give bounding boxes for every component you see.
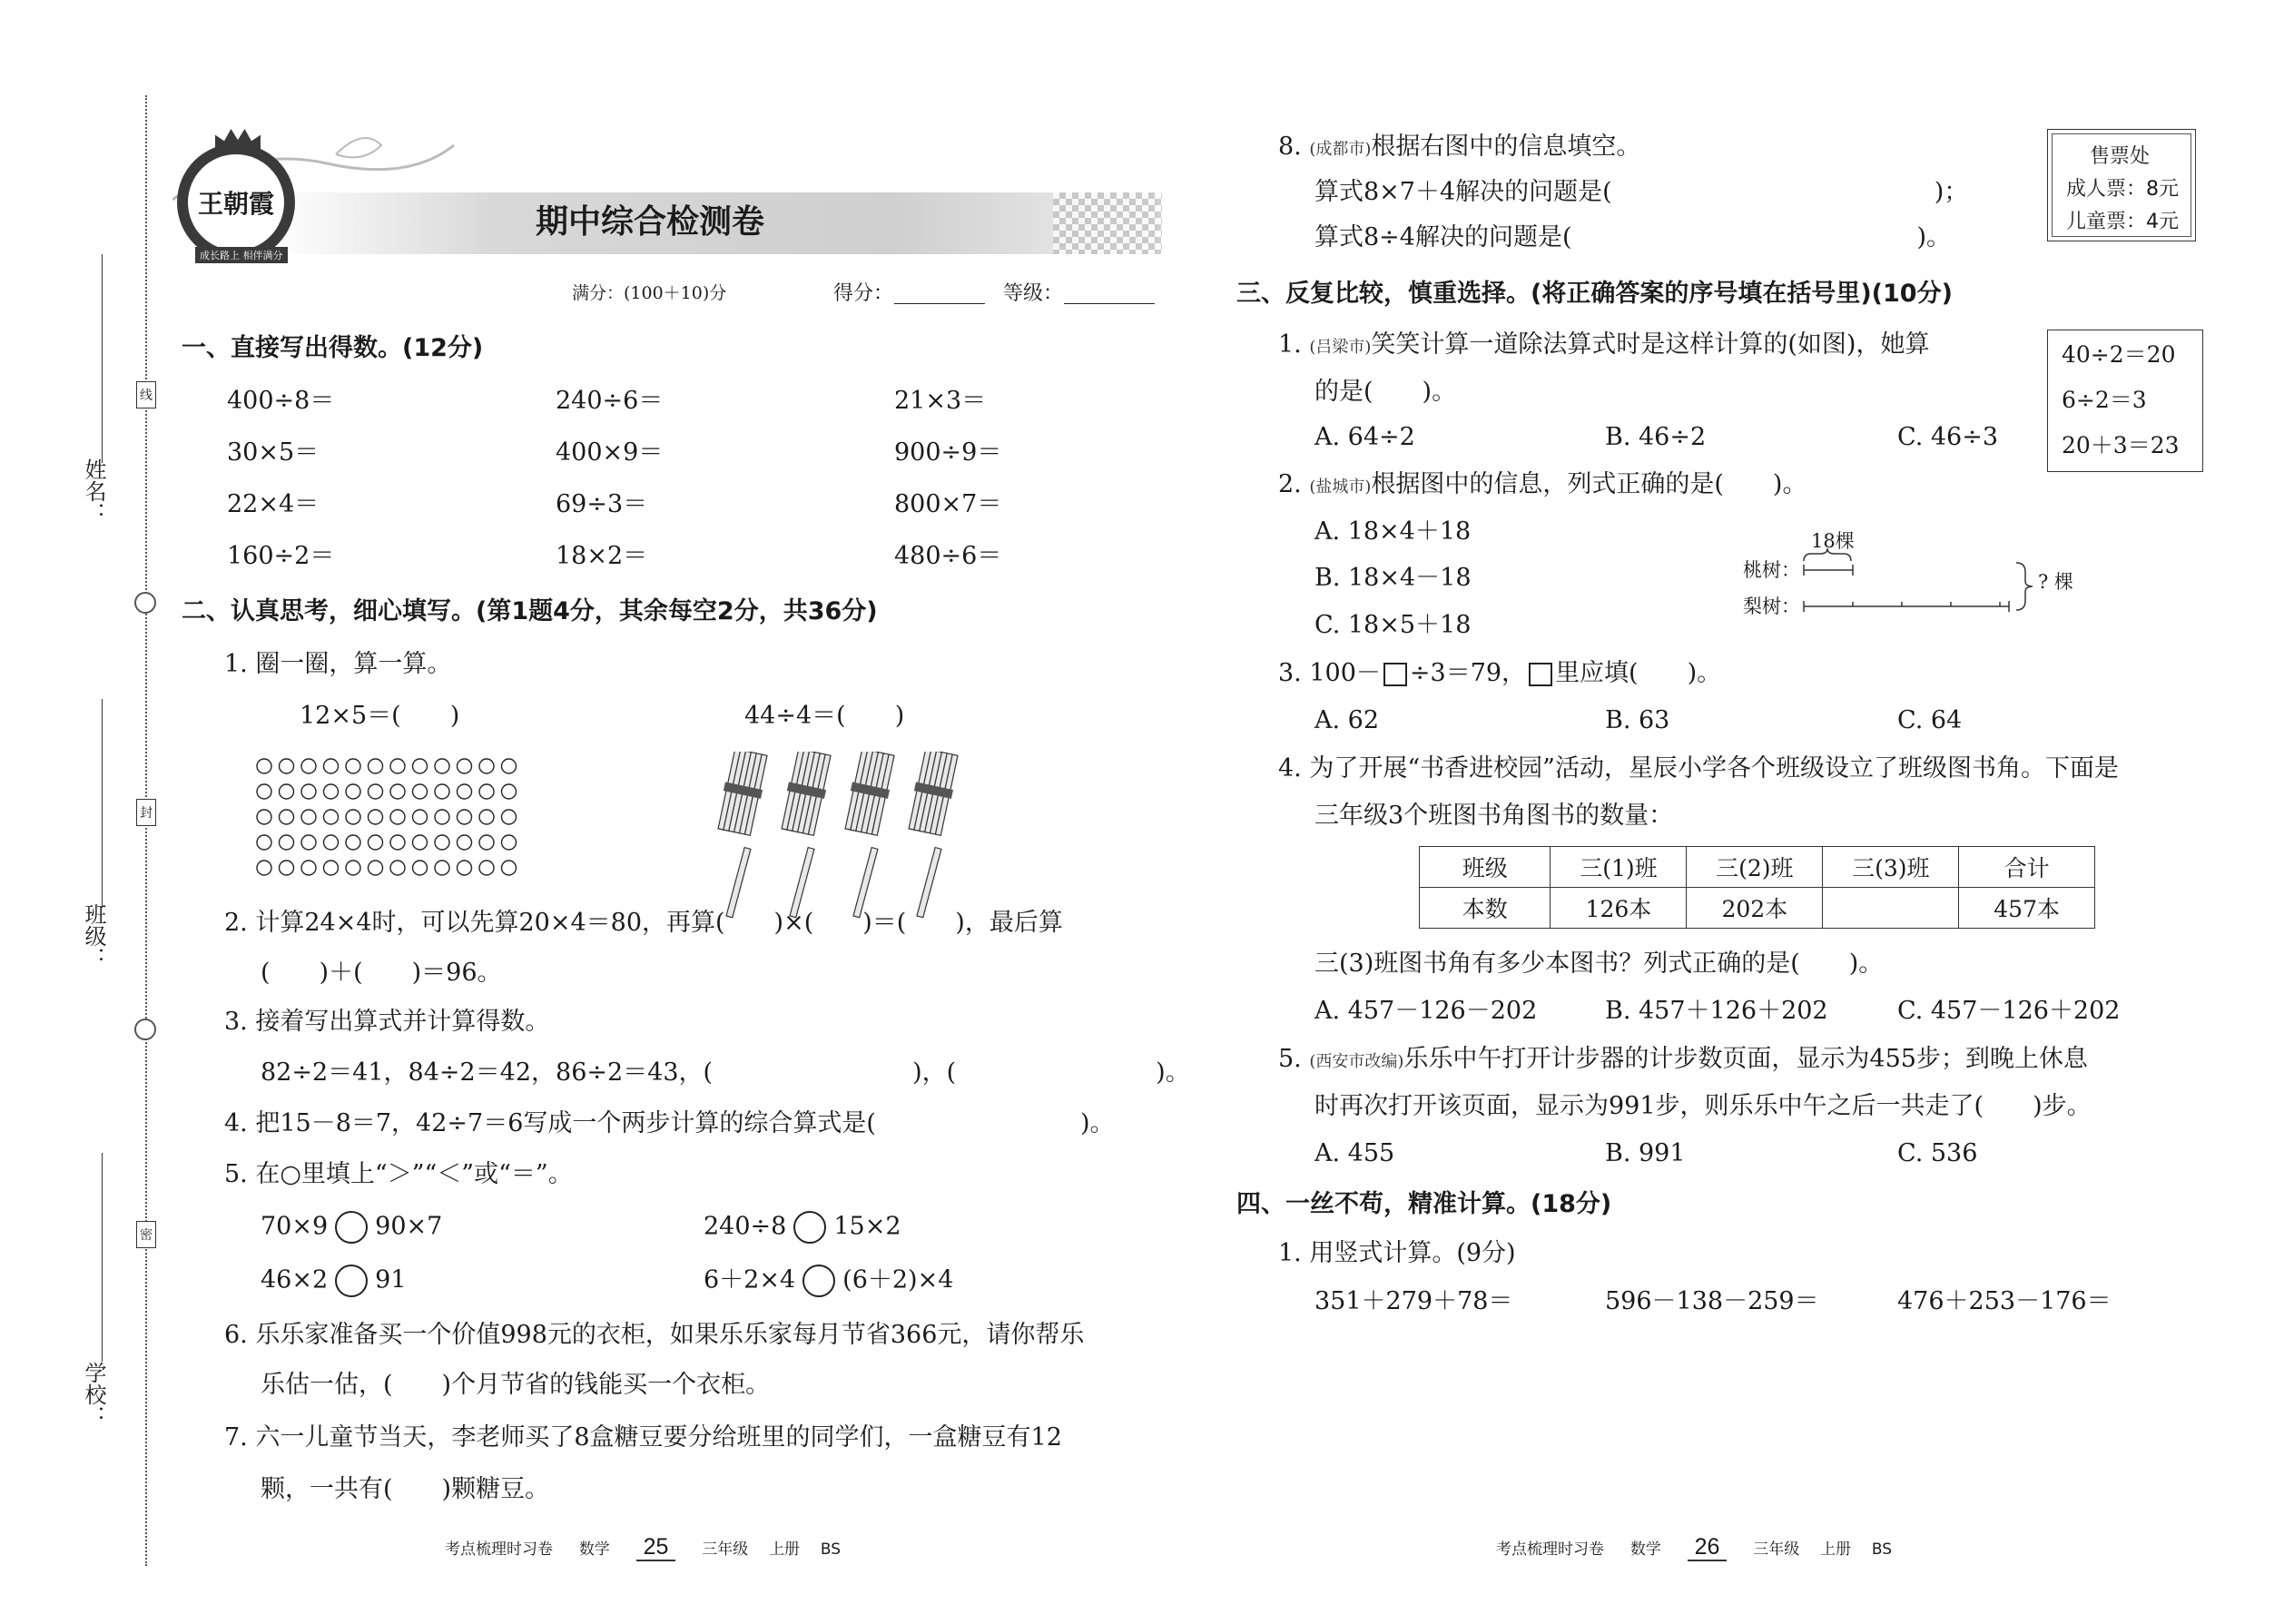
small-circle	[390, 810, 405, 824]
small-circle	[413, 784, 428, 799]
stick-bundle	[779, 752, 833, 836]
calc-step: 40÷2＝20	[2062, 341, 2176, 368]
s3-q1-option-c[interactable]: C. 46÷3	[1897, 423, 1999, 451]
binding-ring-1	[134, 592, 156, 614]
score-label: 得分：	[833, 282, 894, 305]
section-2-title: 二、认真思考，细心填写。(第1题4分，其余每空2分，共36分)	[182, 597, 878, 625]
footer-grade: 三年级	[1753, 1540, 1800, 1559]
small-circle	[280, 810, 294, 824]
binding-tag-line: 线	[136, 381, 156, 408]
s4-q1-expr-3[interactable]: 476＋253－176＝	[1897, 1287, 2112, 1315]
small-circle	[301, 784, 316, 799]
s1-item[interactable]: 18×2＝	[556, 542, 648, 570]
ticket-child: 儿童票：4元	[2066, 211, 2179, 233]
s3-q2-option-c[interactable]: C. 18×5＋18	[1314, 611, 1472, 639]
s3-q4-line2: 三年级3个班图书角图书的数量：	[1314, 802, 1674, 830]
small-circle	[435, 759, 449, 773]
table-cell: 班级	[1420, 847, 1551, 888]
table-cell: 本数	[1420, 888, 1551, 929]
s3-q5-line2[interactable]: 时再次打开该页面，显示为991步，则乐乐中午之后一共走了( )步。	[1314, 1092, 2092, 1120]
s2-q2-line2[interactable]: ( )＋( )＝96。	[261, 959, 502, 987]
small-circle	[502, 810, 517, 824]
s3-q5-line1: 5. (西安市改编)乐乐中午打开计步器的计步数页面，显示为455步；到晚上休息	[1278, 1045, 2088, 1073]
class-label: 班级：	[81, 903, 106, 969]
s1-item[interactable]: 22×4＝	[227, 490, 320, 518]
small-circle	[280, 835, 294, 850]
compare-right: 15×2	[833, 1212, 901, 1241]
checker-decoration	[1053, 192, 1162, 254]
binding-ring-2	[134, 1019, 156, 1040]
small-circle	[413, 759, 428, 773]
s4-q1-expr-1[interactable]: 351＋279＋78＝	[1314, 1287, 1513, 1315]
small-circle	[369, 835, 383, 850]
s2-q5-compare-2[interactable]	[704, 1211, 901, 1244]
small-circle	[280, 861, 294, 875]
stick-bundle	[715, 752, 770, 836]
name-field-line[interactable]	[102, 254, 103, 463]
small-circle	[458, 759, 472, 773]
section-1-title: 一、直接写出得数。(12分)	[182, 334, 484, 362]
s2-q1-eq2[interactable]: 44÷4＝( )	[744, 702, 905, 730]
region-tag: (西安市改编)	[1309, 1052, 1404, 1071]
calc-step: 20＋3＝23	[2062, 432, 2180, 458]
small-circle	[458, 835, 472, 850]
book-count-table	[1419, 846, 2095, 929]
small-circle	[301, 861, 316, 875]
small-circle	[257, 810, 271, 824]
small-circle	[369, 759, 383, 773]
table-cell: 三(1)班	[1551, 847, 1687, 888]
s4-q1-label: 1. 用竖式计算。(9分)	[1278, 1239, 1516, 1267]
calc-step: 6÷2＝3	[2062, 387, 2147, 413]
s2-q6-line2[interactable]: 乐估一估，( )个月节省的钱能买一个衣柜。	[261, 1371, 771, 1399]
s2-q8-line3[interactable]: 算式8÷4解决的问题是( )。	[1314, 223, 1952, 251]
footer-edition: BS	[1871, 1540, 1893, 1559]
compare-left: 46×2	[261, 1265, 329, 1294]
section-3-title: 三、反复比较，慎重选择。(将正确答案的序号填在括号里)(10分)	[1236, 280, 1953, 308]
small-circle	[324, 810, 339, 824]
small-circle	[502, 835, 517, 850]
single-stick	[726, 848, 751, 918]
s3-q3-line[interactable]: 3. 100－ ÷3＝79， 里应填( )。	[1278, 659, 1722, 687]
s2-q3-line2[interactable]	[261, 1060, 1190, 1085]
small-circle	[369, 810, 383, 824]
small-circle	[479, 810, 494, 824]
footer-subject: 数学	[578, 1540, 610, 1559]
small-circle	[369, 861, 383, 875]
class-field-line[interactable]	[102, 699, 103, 908]
small-circle	[435, 810, 449, 824]
circle-grid-figure[interactable]	[256, 758, 537, 894]
s1-item[interactable]: 800×7＝	[894, 490, 1002, 518]
small-circle	[413, 810, 428, 824]
s3-q3-option-c[interactable]: C. 64	[1897, 706, 1963, 734]
grade-field[interactable]	[1064, 303, 1155, 304]
s2-q5-label: 5. 在○里填上“＞”“＜”或“＝”。	[224, 1160, 573, 1188]
compare-right: 90×7	[375, 1212, 443, 1241]
blank-square-icon	[1529, 663, 1552, 686]
calc-process-box	[2047, 330, 2203, 472]
small-circle	[257, 784, 271, 799]
tree-segment-diagram	[1802, 545, 2038, 617]
s1-item[interactable]: 400÷8＝	[227, 387, 335, 415]
ticket-adult: 成人票：8元	[2066, 178, 2179, 201]
s2-q5-compare-1[interactable]	[261, 1211, 442, 1244]
compare-circle[interactable]	[802, 1265, 835, 1297]
region-tag: (吕梁市)	[1309, 338, 1372, 357]
s1-item[interactable]: 30×5＝	[227, 438, 320, 467]
compare-left: 70×9	[261, 1212, 329, 1241]
small-circle	[502, 759, 517, 773]
table-cell: 合计	[1959, 847, 2095, 888]
s2-q3-seq: 82÷2＝41，84÷2＝42，86÷2＝43，(	[261, 1058, 714, 1087]
small-circle	[301, 810, 316, 824]
s3-q4-question[interactable]: 三(3)班图书角有多少本图书？列式正确的是( )。	[1314, 950, 1884, 978]
small-circle	[413, 835, 428, 850]
s3-q2-line1[interactable]: 2. (盐城市)根据图中的信息，列式正确的是( )。	[1278, 470, 1807, 498]
s3-q3-option-b[interactable]: B. 63	[1605, 706, 1670, 734]
page-number: 26	[1688, 1534, 1728, 1561]
footer-edition: BS	[820, 1540, 842, 1559]
s2-q4[interactable]	[224, 1111, 1114, 1136]
compare-left: 240÷8	[704, 1212, 787, 1241]
compare-circle[interactable]	[335, 1211, 368, 1244]
s1-item[interactable]: 21×3＝	[894, 387, 987, 415]
s3-q2-option-b[interactable]: B. 18×4－18	[1314, 564, 1472, 592]
s2-q2-line1[interactable]: 2. 计算24×4时，可以先算20×4＝80，再算( )×( )＝( )，最后算	[224, 909, 1063, 937]
footer-subject: 数学	[1629, 1540, 1661, 1559]
s2-q8-line2[interactable]: 算式8×7＋4解决的问题是( )；	[1314, 178, 1969, 206]
table-row	[1420, 888, 2095, 929]
blank-square-icon	[1383, 663, 1407, 686]
small-circle	[324, 784, 339, 799]
s1-item[interactable]: 480÷6＝	[894, 542, 1002, 570]
small-circle	[479, 784, 494, 799]
s2-q6-line1: 6. 乐乐家准备买一个价值998元的衣柜，如果乐乐家每月节省366元，请你帮乐	[224, 1321, 1085, 1349]
s1-item[interactable]: 400×9＝	[556, 438, 664, 467]
s2-q5-compare-3[interactable]	[261, 1265, 407, 1297]
ticket-booth-box	[2047, 129, 2196, 241]
s3-q5-option-c[interactable]: C. 536	[1897, 1139, 1978, 1167]
binding-tag-secret: 密	[136, 1221, 156, 1248]
single-stick	[917, 848, 941, 918]
small-circle	[280, 784, 294, 799]
table-cell: 三(3)班	[1823, 847, 1959, 888]
s2-q4-end: )。	[1079, 1109, 1115, 1137]
small-circle	[435, 835, 449, 850]
small-circle	[390, 759, 405, 773]
grade-label: 等级：	[1003, 282, 1064, 305]
s3-q1-line2[interactable]: 的是( )。	[1314, 378, 1457, 406]
small-circle	[390, 861, 405, 875]
small-circle	[280, 759, 294, 773]
s3-q1-option-b[interactable]: B. 46÷2	[1605, 423, 1707, 451]
footer-term: 上册	[1820, 1540, 1852, 1559]
score-field[interactable]	[894, 303, 985, 304]
small-circle	[346, 784, 360, 799]
s2-q3-line1: 3. 接着写出算式并计算得数。	[224, 1008, 550, 1036]
small-circle	[435, 784, 449, 799]
small-circle	[346, 835, 360, 850]
s1-item[interactable]: 900÷9＝	[894, 438, 1002, 467]
s2-q4-text: 4. 把15－8＝7，42÷7＝6写成一个两步计算的综合算式是(	[224, 1109, 876, 1137]
s1-item[interactable]: 69÷3＝	[556, 490, 648, 518]
tree-diagram-pear-label: 梨树：	[1743, 595, 1800, 617]
s2-q8-line1: 8. (成都市)根据右图中的信息填空。	[1278, 133, 1641, 161]
single-stick	[790, 848, 814, 918]
small-circle	[502, 861, 517, 875]
s2-q1-eq1[interactable]: 12×5＝( )	[300, 702, 460, 730]
s2-q1-label: 1. 圈一圈，算一算。	[224, 650, 452, 678]
s3-q4-option-c[interactable]: C. 457－126＋202	[1897, 997, 2121, 1025]
page-title: 期中综合检测卷	[536, 203, 765, 241]
small-circle	[257, 759, 271, 773]
s2-q7-line2[interactable]: 颗，一共有( )颗糖豆。	[261, 1475, 550, 1503]
s3-q3-option-a[interactable]: A. 62	[1314, 706, 1380, 734]
page-number: 25	[636, 1534, 676, 1561]
footer-right	[1496, 1534, 1892, 1560]
s1-item[interactable]: 160÷2＝	[227, 542, 335, 570]
binding-tag-seal: 封	[136, 799, 156, 826]
table-cell: 126本	[1551, 888, 1687, 929]
s1-item[interactable]: 240÷6＝	[556, 387, 664, 415]
single-stick	[853, 848, 878, 918]
name-label: 姓名：	[81, 458, 106, 524]
small-circle	[257, 861, 271, 875]
small-circle	[324, 835, 339, 850]
table-cell: 457本	[1959, 888, 2095, 929]
brand-logo-inner	[188, 154, 284, 251]
s3-q2-option-a[interactable]: A. 18×4＋18	[1314, 517, 1472, 546]
compare-right: 91	[375, 1265, 407, 1294]
small-circle	[502, 784, 517, 799]
s3-q4-line1: 4. 为了开展“书香进校园”活动，星辰小学各个班级设立了班级图书角。下面是	[1278, 754, 2119, 782]
compare-circle[interactable]	[793, 1211, 826, 1244]
section-4-title: 四、一丝不苟，精准计算。(18分)	[1236, 1190, 1612, 1218]
s2-q5-compare-4[interactable]	[704, 1265, 953, 1297]
brand-tagline: 成长路上 相伴满分	[195, 247, 288, 263]
stick-bundle	[906, 752, 960, 836]
full-score: 满分：(100＋10)分	[572, 283, 727, 303]
small-circle	[390, 835, 405, 850]
s3-q4-option-b[interactable]: B. 457＋126＋202	[1605, 997, 1828, 1025]
small-circle	[458, 810, 472, 824]
ticket-title: 售票处	[2090, 145, 2151, 168]
region-tag: (盐城市)	[1309, 477, 1372, 497]
small-circle	[479, 861, 494, 875]
tree-diagram-peach-label: 桃树：	[1743, 559, 1800, 581]
footer-series: 考点梳理时习卷	[1496, 1540, 1604, 1559]
footer-series: 考点梳理时习卷	[445, 1540, 553, 1559]
small-circle	[346, 861, 360, 875]
footer-left	[445, 1534, 841, 1560]
small-circle	[369, 784, 383, 799]
table-cell: 三(2)班	[1687, 847, 1823, 888]
s3-q4-option-a[interactable]: A. 457－126－202	[1314, 997, 1538, 1025]
small-circle	[479, 835, 494, 850]
footer-grade: 三年级	[702, 1540, 749, 1559]
table-cell-blank[interactable]	[1823, 888, 1959, 929]
tree-diagram-top-label: 18棵	[1811, 530, 1855, 552]
small-circle	[346, 759, 360, 773]
small-circle	[346, 810, 360, 824]
small-circle	[458, 784, 472, 799]
small-circle	[301, 835, 316, 850]
small-circle	[324, 861, 339, 875]
school-label: 学校：	[81, 1362, 106, 1427]
s2-q7-line1: 7. 六一儿童节当天，李老师买了8盒糖豆要分给班里的同学们，一盒糖豆有12	[224, 1423, 1062, 1452]
s3-q1-line1: 1. (吕梁市)笑笑计算一道除法算式时是这样计算的(如图)，她算	[1278, 330, 1930, 359]
footer-term: 上册	[769, 1540, 801, 1559]
tree-diagram-question-label: ? 棵	[2038, 571, 2073, 593]
school-field-line[interactable]	[102, 1153, 103, 1362]
s2-q3-mid: )，(	[912, 1058, 957, 1087]
compare-circle[interactable]	[335, 1265, 368, 1297]
small-circle	[301, 759, 316, 773]
stick-bundle-figure	[708, 752, 962, 933]
table-cell: 202本	[1687, 888, 1823, 929]
table-header-row	[1420, 847, 2095, 888]
small-circle	[324, 759, 339, 773]
compare-left: 6＋2×4	[704, 1265, 796, 1294]
brand-name: 王朝霞	[197, 189, 274, 219]
small-circle	[479, 759, 494, 773]
compare-right: (6＋2)×4	[842, 1265, 954, 1294]
s4-q1-expr-2[interactable]: 596－138－259＝	[1605, 1287, 1819, 1315]
small-circle	[257, 835, 271, 850]
s3-q1-option-a[interactable]: A. 64÷2	[1314, 423, 1415, 451]
small-circle	[458, 861, 472, 875]
s3-q5-option-a[interactable]: A. 455	[1314, 1139, 1395, 1167]
small-circle	[413, 861, 428, 875]
s2-q3-end: )。	[1156, 1058, 1190, 1087]
stick-bundle	[842, 752, 897, 836]
small-circle	[435, 861, 449, 875]
region-tag: (成都市)	[1309, 140, 1372, 159]
binding-dotted-line	[145, 95, 147, 1566]
small-circle	[390, 784, 405, 799]
s3-q5-option-b[interactable]: B. 991	[1605, 1139, 1686, 1167]
